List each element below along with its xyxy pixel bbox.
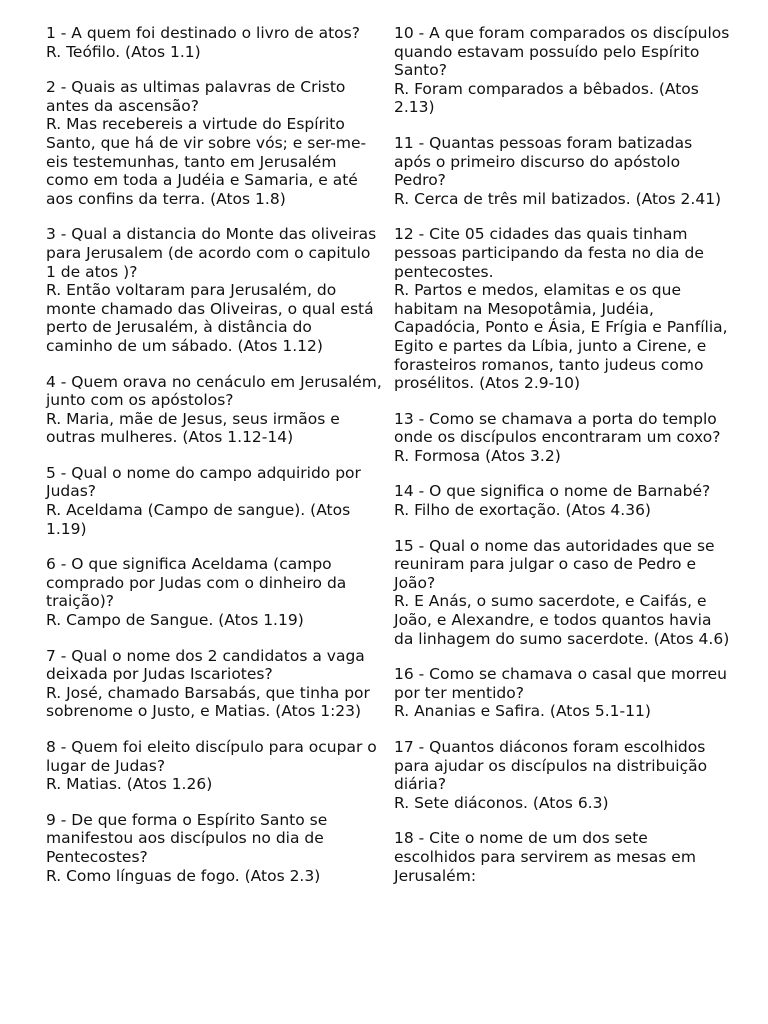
question-text: 3 - Qual a distancia do Monte das oliveiras para Jerusalem (de acordo com o capitulo 1 de atos )?: [46, 225, 377, 281]
qa-item-1: [46, 24, 382, 61]
answer-text: R. Como línguas de fogo. (Atos 2.3): [46, 866, 321, 885]
answer-text: R. Sete diáconos. (Atos 6.3): [394, 793, 609, 812]
qa-item-4: [46, 373, 382, 447]
qa-item-7: [46, 647, 382, 721]
question-text: 4 - Quem orava no cenáculo em Jerusalém, junto com os apóstolos?: [46, 372, 382, 410]
qa-item-11: [394, 134, 734, 208]
answer-text: R. Mas recebereis a virtude do Espírito Santo, que há de vir sobre vós; e ser-me-eis testemunhas, tanto em Jerusalém como em toda a Judéia e Samaria, e até aos confins da terra. (Atos 1.8): [46, 115, 367, 208]
answer-text: R. Matias. (Atos 1.26): [46, 775, 213, 794]
question-text: 10 - A que foram comparados os discípulos quando estavam possuído pelo Espírito Santo?: [394, 24, 730, 80]
qa-item-18: [394, 829, 734, 885]
qa-item-12: [394, 225, 734, 392]
answer-text: R. Filho de exortação. (Atos 4.36): [394, 501, 651, 520]
answer-text: R. Partos e medos, elamitas e os que habitam na Mesopotâmia, Judéia, Capadócia, Ponto e Ásia, E Frígia e Panfília, Egito e partes da Líbia, junto a Cirene, e forasteiros romanos, tanto judeus como prosélitos. (Atos 2.9-10): [394, 281, 728, 393]
question-text: 8 - Quem foi eleito discípulo para ocupar o lugar de Judas?: [46, 738, 377, 775]
question-text: 12 - Cite 05 cidades das quais tinham pessoas participando da festa no dia de pentecostes.: [394, 225, 704, 281]
qa-item-6: [46, 555, 382, 629]
answer-text: R. Formosa (Atos 3.2): [394, 446, 561, 465]
question-text: 17 - Quantos diáconos foram escolhidos para ajudar os discípulos na distribuição diária?: [394, 738, 708, 794]
answer-text: R. José, chamado Barsabás, que tinha por sobrenome o Justo, e Matias. (Atos 1:23): [46, 683, 370, 721]
question-text: 11 - Quantas pessoas foram batizadas após o primeiro discurso do apóstolo Pedro?: [394, 133, 693, 190]
answer-text: R. E Anás, o sumo sacerdote, e Caifás, e João, e Alexandre, e todos quantos havia da linhagem do sumo sacerdote. (Atos 4.6): [394, 592, 730, 648]
question-text: 14 - O que significa o nome de Barnabé?: [394, 482, 711, 501]
answer-text: R. Maria, mãe de Jesus, seus irmãos e outras mulheres. (Atos 1.12-14): [46, 409, 340, 447]
qa-item-9: [46, 811, 382, 885]
question-text: 7 - Qual o nome dos 2 candidatos a vaga deixada por Judas Iscariotes?: [46, 646, 365, 684]
question-text: 13 - Como se chamava a porta do templo onde os discípulos encontraram um coxo?: [394, 409, 721, 447]
qa-item-3: [46, 225, 382, 355]
question-text: 16 - Como se chamava o casal que morreu por ter mentido?: [394, 665, 728, 702]
question-text: 5 - Qual o nome do campo adquirido por Judas?: [46, 463, 361, 501]
question-text: 6 - O que significa Aceldama (campo comprado por Judas com o dinheiro da traição)?: [46, 555, 347, 611]
answer-text: R. Teófilo. (Atos 1.1): [46, 42, 201, 61]
qa-item-17: [394, 738, 734, 812]
qa-item-2: [46, 78, 382, 208]
qa-item-10: [394, 24, 734, 117]
qa-item-16: [394, 665, 734, 721]
answer-text: R. Campo de Sangue. (Atos 1.19): [46, 611, 304, 630]
left-column: [46, 24, 382, 902]
answer-text: R. Foram comparados a bêbados. (Atos 2.13): [394, 79, 699, 117]
answer-text: R. Ananias e Safira. (Atos 5.1-11): [394, 702, 651, 721]
answer-text: R. Cerca de três mil batizados. (Atos 2.41): [394, 189, 722, 208]
question-text: 1 - A quem foi destinado o livro de atos?: [46, 24, 360, 42]
question-text: 2 - Quais as ultimas palavras de Cristo antes da ascensão?: [46, 78, 346, 115]
qa-item-15: [394, 537, 734, 649]
answer-text: R. Aceldama (Campo de sangue). (Atos 1.19): [46, 501, 351, 538]
question-text: 15 - Qual o nome das autoridades que se reuniram para julgar o caso de Pedro e João?: [394, 536, 715, 592]
qa-item-8: [46, 738, 382, 794]
answer-text: R. Então voltaram para Jerusalém, do monte chamado das Oliveiras, o qual está perto de Jerusalém, à distância do caminho de um sábado. (Atos 1.12): [46, 281, 374, 355]
qa-item-5: [46, 464, 382, 538]
qa-item-13: [394, 410, 734, 466]
right-column: [394, 24, 734, 902]
question-text: 18 - Cite o nome de um dos sete escolhidos para servirem as mesas em Jerusalém:: [394, 829, 696, 885]
question-text: 9 - De que forma o Espírito Santo se manifestou aos discípulos no dia de Pentecostes?: [46, 810, 328, 866]
qa-item-14: [394, 482, 734, 519]
